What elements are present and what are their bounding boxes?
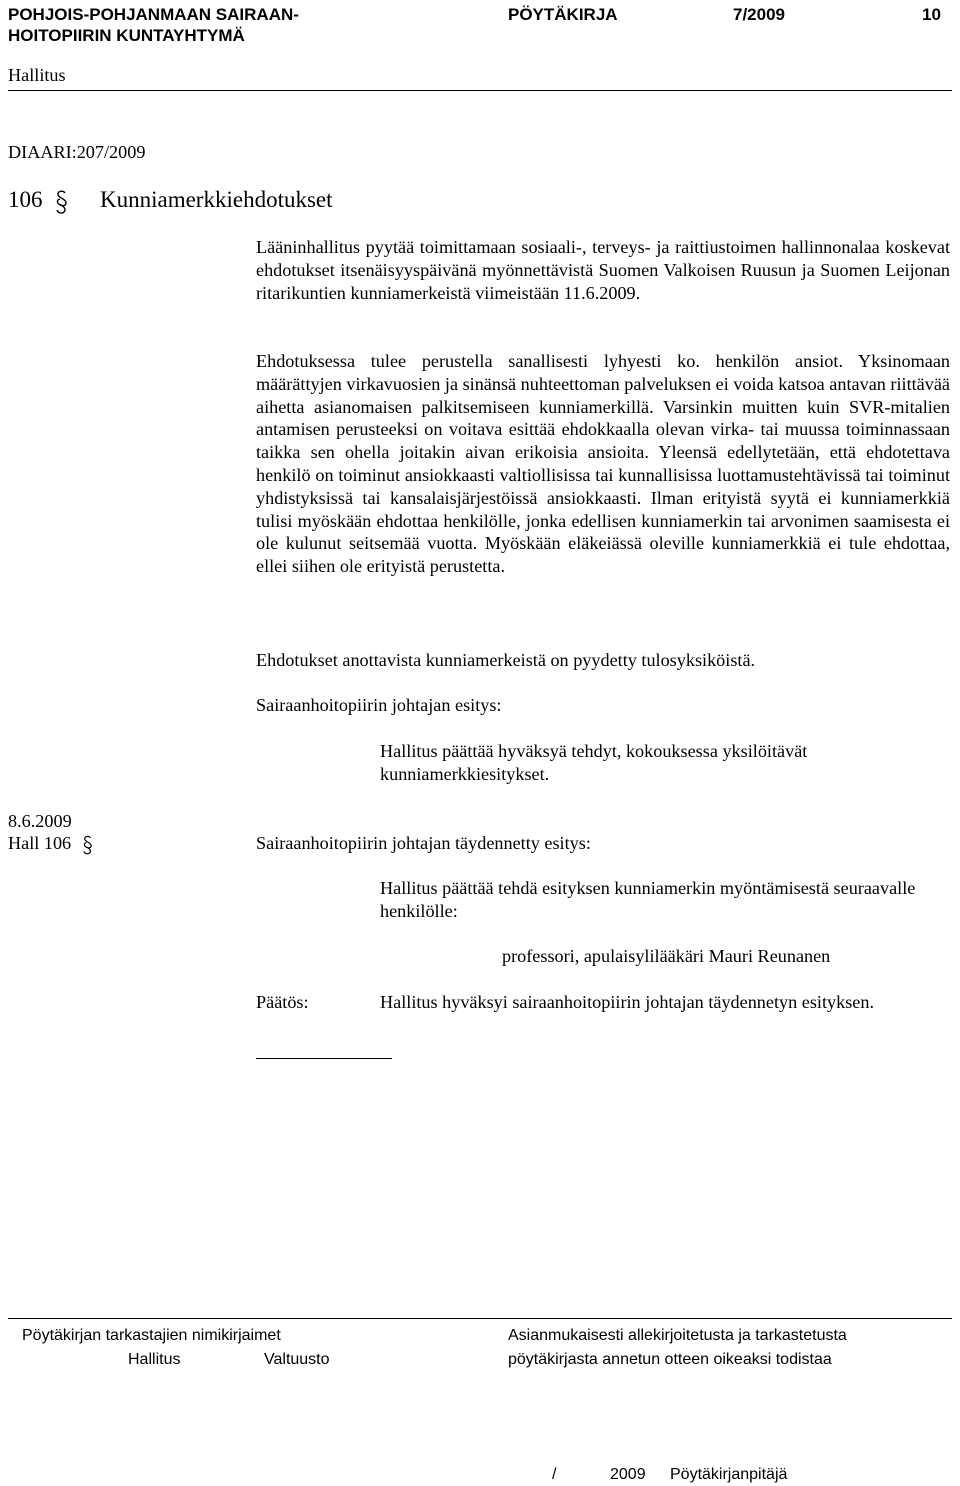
proposed-person: professori, apulaisylilääkäri Mauri Reunanen — [502, 946, 831, 966]
supplemented-proposal-label: Sairaanhoitopiirin johtajan täydennetty esitys: — [256, 833, 591, 853]
paragraph-3: Ehdotukset anottavista kunniamerkeistä on pyydetty tulosyksiköistä. — [256, 650, 756, 670]
header-rule — [8, 90, 952, 91]
page-number: 10 — [922, 5, 941, 24]
footer-rule — [8, 1318, 952, 1319]
decision-text: Hallitus hyväksyi sairaanhoitopiirin johtajan täydennetyn esityksen. — [380, 992, 874, 1012]
proposal-text: Hallitus päättää hyväksyä tehdyt, kokouksessa yksilöitävät kunniamerkkiesitykset. — [380, 741, 808, 784]
section-number: 106 — [8, 187, 43, 212]
org-name-line2: HOITOPIIRIN KUNTAYHTYMÄ — [8, 26, 245, 45]
paragraph-1: Lääninhallitus pyytää toimittamaan sosiaali-, terveys- ja raittiustoimen hallinnonalaa koskevat ehdotukset itsenäisyyspäivänä myönnettävistä Suomen Valkoisen Ruusun ja Suomen Leijonan ritarikuntien kunniamerkeistä viimeistään 11.6.2009. — [256, 237, 950, 303]
side-ref-text: Hall 106 — [8, 833, 72, 853]
section-sign-icon — [52, 189, 72, 215]
paragraph-2: Ehdotuksessa tulee perustella sanallisesti lyhyesti ko. henkilön ansiot. Yksinomaan määrättyjen virkavuosien ja sinänsä nuhteettoman palveluksen ei voida katsoa antavan riittävää aihetta asianomaisen palkitsemiseen kunniamerkillä. Varsinkin muitten kuin SVR-mitalien antamisen perusteeksi on voitava esittää ehdokkaalla olevan virka- tai muussa toiminnassaan taikka sen ohella joitakin aivan erikoisia ansioita. Yleensä edellytetään, että ehdotettava henkilö on toiminut ansiokkaasti valtiollisissa tai kunnallisissa luottamustehtävissä tai toiminut yhdistyksissä tai kansalaisjärjestöissä ansiokkaasti. Ilman erityistä syytä ei kunniamerkkiä tulisi myöskään ehdottaa henkilölle, jonka edellisen kunniamerkin tai arvonimen saamisesta ei ole kulunut seitsemää vuotta. Myöskään eläkeiässä oleville kunniamerkkiä ei tule ehdottaa, ellei siihen ole erityistä perustetta. — [256, 351, 950, 577]
minutes-keeper: Pöytäkirjanpitäjä — [670, 1466, 788, 1483]
certified-line1: Asianmukaisesti allekirjoitetusta ja tarkastetusta — [508, 1327, 847, 1344]
decision-label: Päätös: — [256, 992, 309, 1012]
certified-line2: pöytäkirjasta annetun otteen oikeaksi todistaa — [508, 1351, 832, 1368]
end-rule — [256, 1058, 392, 1059]
body-name: Hallitus — [8, 65, 66, 85]
initials-hallitus: Hallitus — [128, 1351, 181, 1368]
meeting-number: 7/2009 — [733, 5, 785, 24]
case-title: Kunniamerkkiehdotukset — [100, 187, 333, 212]
doc-type: PÖYTÄKIRJA — [508, 5, 618, 24]
supplemented-proposal-text: Hallitus päättää tehdä esityksen kunniamerkin myöntämisestä seuraavalle henkilölle: — [380, 878, 916, 921]
side-ref-date: 8.6.2009 — [8, 811, 72, 831]
side-ref — [8, 832, 96, 856]
initials-valtuusto: Valtuusto — [264, 1351, 330, 1368]
diary-number: DIAARI:207/2009 — [8, 142, 146, 162]
initials-title: Pöytäkirjan tarkastajien nimikirjaimet — [22, 1327, 281, 1344]
proposal-label: Sairaanhoitopiirin johtajan esitys: — [256, 695, 502, 715]
org-name-line1: POHJOIS-POHJANMAAN SAIRAAN- — [8, 5, 299, 24]
date-slash: / — [552, 1466, 557, 1483]
case-heading — [8, 185, 333, 215]
section-sign-icon — [80, 834, 96, 856]
footer-year: 2009 — [610, 1466, 646, 1483]
